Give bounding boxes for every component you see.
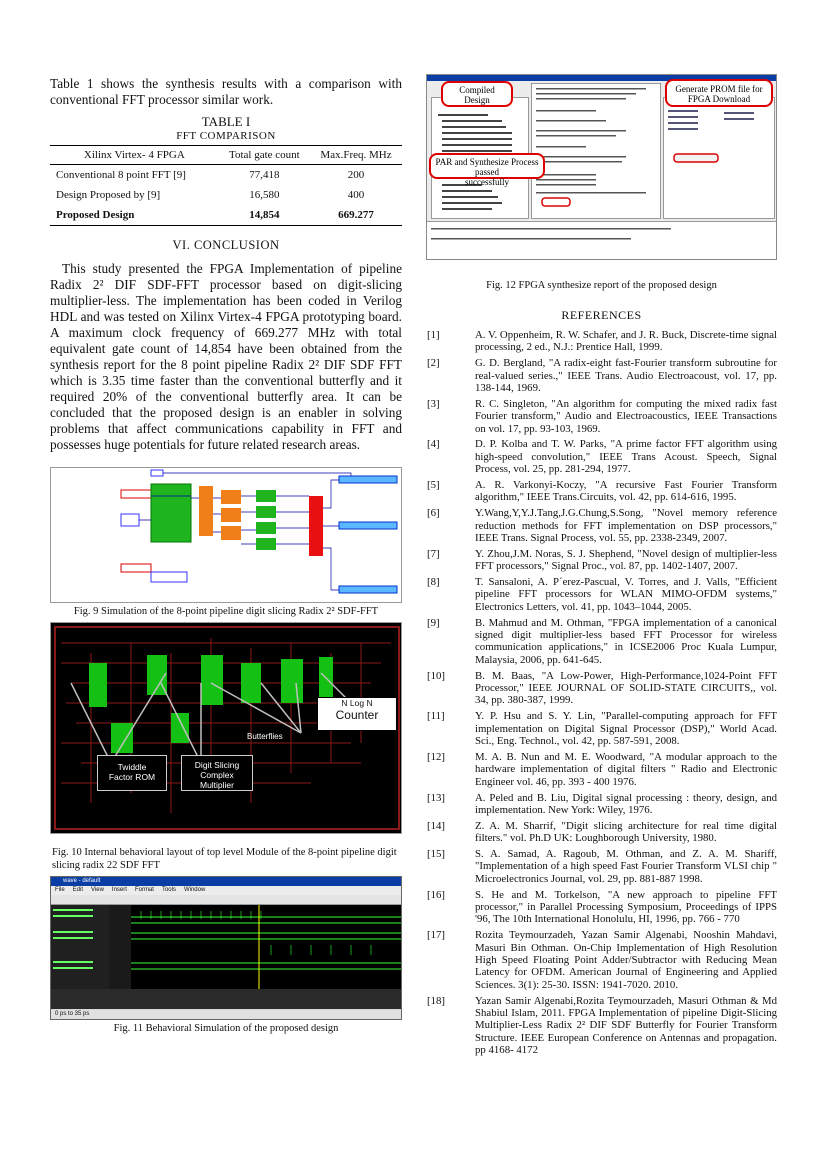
- reference-item: [426, 329, 777, 354]
- reference-item: [426, 792, 777, 817]
- fig12-ise-report: [426, 74, 777, 260]
- table-cell: 669.277: [310, 205, 402, 226]
- reference-text: Z. A. M. Sharrif, "Digit slicing architecture for real time digital filters." vol. Ph.D UK: Loughborough University, 1980.: [475, 819, 777, 845]
- fig9-simulink-model: [50, 467, 402, 603]
- table-cell: Conventional 8 point FFT [9]: [56, 169, 186, 181]
- reference-number: [15]: [427, 847, 445, 860]
- reference-number: [13]: [427, 791, 445, 804]
- reference-text: A. Peled and B. Liu, Digital signal processing : theory, design, and implementation. New York: Wiley, 1976.: [475, 791, 777, 816]
- table-header: Xilinx Virtex- 4 FPGA: [50, 146, 219, 165]
- reference-item: [426, 751, 777, 788]
- waveform-panel: [51, 905, 402, 1009]
- left-column: [50, 76, 402, 1035]
- generate-prom-callout: Generate PROM file for FPGA Download: [665, 79, 773, 107]
- reference-text: Y. P. Hsu and S. Y. Lin, "Parallel-computing approach for FFT implementation on Digital Signal Processor (DSP)," World Acad. Sci., Eng. Technol., vol. 42, pp. 587-591, 2008.: [475, 710, 777, 748]
- table-title: FFT COMPARISON: [176, 130, 276, 142]
- reference-number: [12]: [427, 750, 445, 763]
- table-row: [50, 165, 402, 186]
- table-row: [50, 205, 402, 226]
- conclusion-heading: VI. CONCLUSION: [172, 238, 280, 252]
- reference-text: B. M. Baas, "A Low-Power, High-Performance,1024-Point FFT Processor," IEEE JOURNAL OF SOLID-STATE CIRCUITS,, vol. 34, pp. 380-387, 1999.: [475, 669, 777, 707]
- fig10-fpga-layout: [50, 622, 402, 834]
- counter-small-text: N Log N: [341, 698, 373, 708]
- table-cell: 400: [347, 189, 365, 201]
- table-cell: 16,580: [249, 189, 280, 201]
- reference-text: Yazan Samir Algenabi,Rozita Teymourzadeh, Masuri Othman & Md Shabiul Islam, 2011. FPGA Implementation of pipeline Digit-Slicing Multiplier-Less Radix 2² DIF SDF Butterfly for Fourier Transform Structure. IEEE European Conference on Antennas and propagation. pp 4168- 4172: [475, 994, 777, 1057]
- table-header-row: [50, 146, 402, 165]
- compiled-design-callout: Compiled Design: [441, 81, 513, 107]
- reference-number: [14]: [427, 819, 445, 832]
- reference-number: [10]: [427, 669, 445, 682]
- table-cell: 200: [347, 169, 365, 181]
- reference-item: [426, 820, 777, 845]
- reference-text: M. A. B. Nun and M. E. Woodward, "A modular approach to the hardware implementation of digital filters " Radio and Electronic Engineer vol. 46, pp. 393 - 400 1976.: [475, 750, 777, 788]
- reference-number: [11]: [427, 710, 445, 723]
- fig12-caption: Fig. 12 FPGA synthesize report of the proposed design: [486, 280, 717, 291]
- reference-item: [426, 848, 777, 885]
- reference-item: [426, 438, 777, 475]
- ise-report-text: [531, 83, 661, 219]
- table-label: TABLE I: [201, 114, 251, 129]
- digit-slicing-label: Digit Slicing Complex Multiplier: [181, 755, 253, 791]
- menu-format[interactable]: Format: [134, 887, 154, 893]
- ise-console: [427, 221, 776, 260]
- reference-text: T. Sansaloni, A. P´erez-Pascual, V. Torres, and J. Valls, "Efficient pipeline FFT processors for WLAN MIMO-OFDM systems," Electronics Letters, vol. 41, pp. 1043–1044, 2005.: [475, 576, 777, 613]
- comparison-table: [50, 145, 402, 226]
- reference-item: [426, 507, 777, 544]
- counter-text: Counter: [335, 708, 379, 722]
- menu-tools[interactable]: Tools: [161, 887, 176, 893]
- reference-text: A. V. Oppenheim, R. W. Schafer, and J. R. Buck, Discrete-time signal processing, 2 ed., N.J.: Prentice Hall, 1999.: [475, 329, 777, 354]
- reference-number: [17]: [427, 929, 445, 942]
- fig9-caption: Fig. 9 Simulation of the 8-point pipeline digit slicing Radix 2² SDF-FFT: [73, 606, 379, 617]
- wave-menu-bar: [51, 886, 401, 895]
- reference-number: [18]: [427, 994, 445, 1007]
- reference-list: [426, 329, 777, 1057]
- fig11-caption: Fig. 11 Behavioral Simulation of the proposed design: [113, 1023, 339, 1034]
- report-lines: [532, 84, 660, 218]
- table-header: Total gate count: [219, 146, 310, 165]
- reference-item: [426, 670, 777, 707]
- reference-text: Y. Zhou,J.M. Noras, S. J. Shephend, "Novel design of multiplier-less FFT processors," Signal Proc., vol. 87, pp. 1402-1407, 2007.: [475, 547, 777, 573]
- simulink-diagram: [51, 468, 402, 602]
- intro-paragraph: Table 1 shows the synthesis results with a comparison with conventional FFT processor similar work.: [50, 76, 402, 107]
- reference-number: [16]: [427, 888, 445, 901]
- table-row: [50, 185, 402, 205]
- reference-item: [426, 548, 777, 573]
- butterflies-label: Butterflies: [247, 732, 283, 741]
- reference-text: G. D. Bergland, "A radix-eight fast-Fourier transform subroutine for real-valued series.," IEEE Trans. Audio Electroacoust, vol. 17, pp. 138-144, 1969.: [475, 357, 777, 395]
- reference-text: A. R. Varkonyi-Koczy, "A recursive Fast Fourier Transform algorithm," IEEE Trans.Circuits, vol. 42, pp. 614-616, 1995.: [475, 479, 777, 504]
- wave-toolbar: [51, 895, 401, 905]
- reference-number: [5]: [427, 479, 440, 492]
- reference-item: [426, 479, 777, 504]
- reference-number: [1]: [427, 329, 440, 341]
- conclusion-paragraph: This study presented the FPGA Implementation of pipeline Radix 2² DIF SDF-FFT processor based on digit-slicing multiplier-less. The implementation has been coded in Verilog HDL and was tested on Xilinx Virtex-4 FPGA prototyping board. A maximum clock frequency of 669.277 MHz with total equivalent gate count of 14,854 have been obtained from the synthesis report for the 8 point pipeline Radix 2² DIF SDF FFT which is 3.35 time faster than the conventional butterfly and it required 20% of the conventional butterfly area. It can be concluded that the proposed design is an enabler in solving problems that affect communications capability in FFT and possesses huge potentials for future related research areas.: [50, 261, 402, 452]
- reference-text: Y.Wang,Y,Y.J.Tang,J.G.Chung,S.Song, "Novel memory reference reduction methods for FFT implementation on DSP processors," IEEE Trans. Signal Process, vol. 55, pp. 2338-2349, 2007.: [475, 507, 777, 545]
- reference-text: B. Mahmud and M. Othman, "FPGA implementation of a canonical signed digit multiplier-less based FFT Processor for wireless communication applications," in ICSE2006 Proc Kuala Lumpur, Malaysia, 2006, pp. 641-645.: [475, 616, 777, 666]
- console-lines: [427, 222, 777, 260]
- reference-text: R. C. Singleton, "An algorithm for computing the mixed radix fast Fourier transform," Audio and Electroacoustics, IEEE Transactions on vol. 17, pp. 93-103, 1969.: [475, 397, 777, 435]
- reference-item: [426, 889, 777, 926]
- table-cell: Proposed Design: [50, 205, 219, 226]
- references-heading: REFERENCES: [561, 308, 642, 322]
- reference-number: [8]: [427, 576, 440, 589]
- reference-item: [426, 576, 777, 613]
- menu-window[interactable]: Window: [183, 887, 206, 893]
- reference-item: [426, 398, 777, 435]
- twiddle-rom-label: Twiddle Factor ROM: [97, 755, 167, 791]
- table-cell: 14,854: [219, 205, 310, 226]
- table-header: Max.Freq. MHz: [310, 146, 402, 165]
- reference-text: D. P. Kolba and T. W. Parks, "A prime factor FFT algorithm using high-speed convolution," IEEE Trans Acoust. Speech, Signal Process, vol. 25, pp. 281-294, 1977.: [475, 438, 777, 476]
- reference-text: Rozita Teymourzadeh, Yazan Samir Algenabi, Nooshin Mahdavi, Masuri Bin Othman. On-Chip Implementation of High Resolution High Speed Floating Point Adder/Subtractor with Reducing Mean Latency for OFDM. American Journal of Engineering and Applied Sciences. 3(1): 25-30. ISSN: 1941-7020. 2010.: [475, 929, 777, 991]
- table-cell: 77,418: [249, 169, 280, 181]
- reference-text: S. A. Samad, A. Ragoub, M. Othman, and Z. A. M. Shariff, "Implementation of a high speed Fast Fourier Transform VLSI chip " Microelectronics Journal, vol. 29, pp. 881-887 1998.: [475, 847, 777, 885]
- wave-title-bar: wave - default: [51, 877, 401, 886]
- reference-number: [2]: [427, 357, 440, 370]
- reference-number: [3]: [427, 397, 440, 410]
- reference-item: [426, 710, 777, 747]
- menu-file[interactable]: File: [55, 887, 65, 893]
- reference-number: [4]: [427, 438, 440, 451]
- menu-view[interactable]: View: [91, 887, 104, 893]
- reference-item: [426, 617, 777, 667]
- reference-number: [6]: [427, 507, 440, 520]
- fig10-caption: Fig. 10 Internal behavioral layout of top level Module of the 8-point pipeline digit slicing radix 22 SDF FFT: [52, 847, 397, 871]
- reference-number: [7]: [427, 547, 440, 560]
- summary-icons: [664, 98, 774, 218]
- reference-text: S. He and M. Torkelson, "A new approach to pipeline FFT processor," in Parallel Processing Symposium, Proceedings of IPPS '96, The 10th International Honolulu, HI, 1996, pp. 766 - 770: [475, 888, 777, 926]
- reference-item: [426, 357, 777, 394]
- right-column: [426, 76, 777, 1060]
- wave-status-bar: 0 ps to 35 ps: [51, 1010, 402, 1019]
- menu-insert[interactable]: Insert: [111, 887, 127, 893]
- reference-item: [426, 995, 777, 1057]
- reference-number: [9]: [427, 616, 440, 629]
- table-cell: Design Proposed by [9]: [56, 189, 161, 201]
- par-synthesize-callout: PAR and Synthesize Process passed successfully: [429, 153, 545, 179]
- counter-label: [317, 697, 397, 731]
- fig11-wave-window: [50, 876, 402, 1020]
- ise-design-summary: [663, 97, 775, 219]
- menu-edit[interactable]: Edit: [72, 887, 84, 893]
- reference-item: [426, 929, 777, 991]
